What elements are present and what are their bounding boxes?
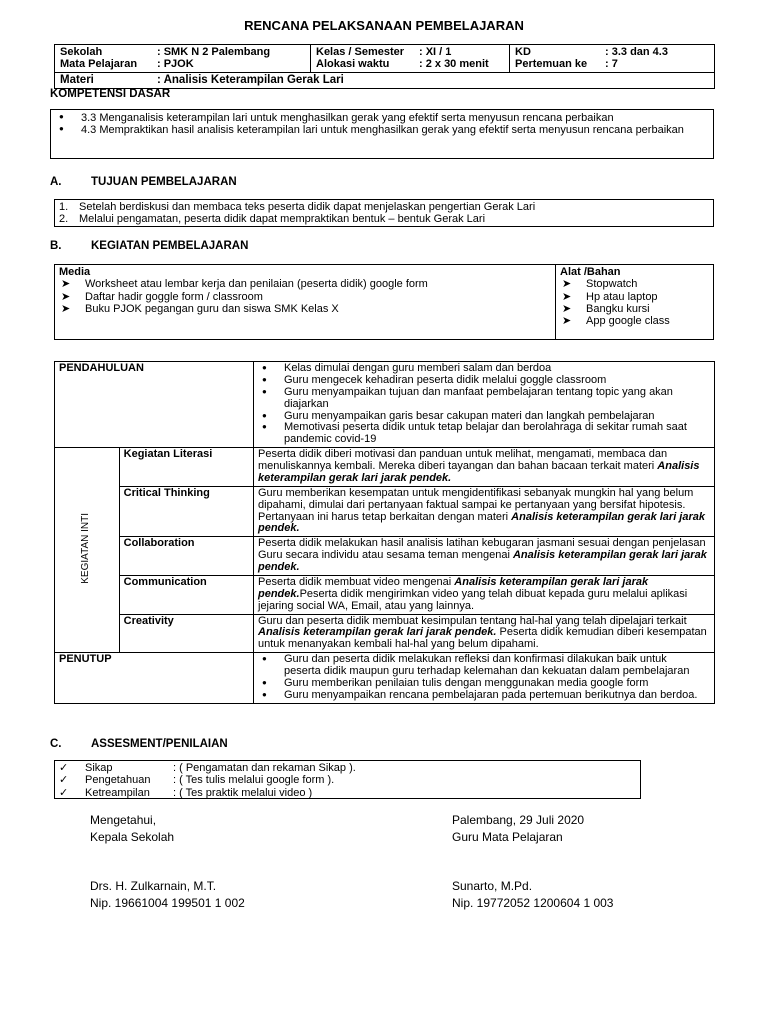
kegiatan-letter: B.: [50, 240, 62, 252]
collab-text: Peserta didik melakukan hasil analisis latihan kebugaran jasmani sesuai dengan penjelasan Guru secara individu atau sesama teman mengenai: [258, 537, 706, 562]
alat-item: ➤ Stopwatch: [586, 278, 709, 290]
pertemuan-value: : 7: [605, 58, 618, 71]
literasi-emphasis: Analisis keterampilan gerak lari jarak pendek.: [258, 460, 700, 484]
langkah-table: [54, 361, 715, 704]
tujuan-item: [59, 213, 709, 225]
pendahuluan-item: ● Guru menyampaikan tujuan dan manfaat pembelajaran tentang topic yang akan diajarkan: [284, 387, 706, 411]
critical-emphasis: Analisis keterampilan gerak lari jarak pendek.: [258, 510, 705, 535]
tujuan-item-text: Setelah berdiskusi dan membaca teks peserta didik dapat menjelaskan pengertian Gerak Lari: [79, 201, 536, 213]
header-table: [54, 44, 715, 89]
assesmen-item-value: : ( Tes tulis melalui google form ).: [173, 774, 335, 787]
collab-row: [55, 537, 715, 576]
signature-right-line2: Guru Mata Pelajaran: [452, 830, 563, 844]
kompetensi-item: ● 4.3 Mempraktikan hasil analisis keterampilan lari untuk menghasilkan gerak yang efektif serta menyusun rencana perbaikan: [81, 124, 709, 136]
creat-emphasis: Analisis keterampilan gerak lari jarak pendek.: [258, 626, 497, 639]
signature-left-line1: Mengetahui,: [90, 813, 157, 827]
penutup-label: PENUTUP: [55, 653, 254, 704]
critical-row: [55, 486, 715, 537]
signature-right-line1: Palembang, 29 Juli 2020: [452, 813, 585, 827]
literasi-label: Kegiatan Literasi: [119, 448, 253, 487]
alat-list: [560, 278, 709, 327]
alokasi-value: : 2 x 30 menit: [419, 58, 489, 71]
collab-content: [254, 537, 715, 576]
check-icon: ✓: [59, 774, 69, 787]
pendahuluan-item: ● Guru mengecek kehadiran peserta didik melalui goggle classroom: [284, 375, 706, 387]
inti-label: KEGIATAN INTI: [80, 512, 92, 584]
tujuan-item-number: 1.: [59, 201, 69, 213]
comm-row: [55, 575, 715, 614]
assesmen-item: [59, 787, 636, 799]
signature-right-name-block: [452, 878, 613, 912]
kelas-label: Kelas / Semester: [316, 46, 405, 58]
tujuan-item: [59, 201, 709, 213]
signature-right-name: Sunarto, M.Pd.: [452, 879, 533, 893]
tujuan-box: [54, 199, 714, 227]
creat-content: [254, 614, 715, 653]
pendahuluan-item: ● Kelas dimulai dengan guru memberi salam dan berdoa: [284, 363, 706, 375]
inti-cell: [55, 448, 120, 653]
assesmen-item-label: Sikap: [85, 762, 113, 774]
pendahuluan-list: [258, 363, 706, 446]
alat-item: ➤ Bangku kursi: [586, 303, 709, 315]
collab-label: Collaboration: [119, 537, 253, 576]
kd-value: : 3.3 dan 4.3: [605, 46, 668, 58]
signature-left-name: Drs. H. Zulkarnain, M.T.: [90, 879, 217, 893]
assesmen-item-value: : ( Pengamatan dan rekaman Sikap ).: [173, 762, 356, 774]
critical-content: [254, 486, 715, 537]
literasi-row: [55, 448, 715, 487]
check-icon: ✓: [59, 762, 69, 774]
penutup-content: [254, 653, 715, 704]
media-list: [59, 278, 551, 315]
tujuan-heading: TUJUAN PEMBELAJARAN: [91, 176, 237, 188]
pendahuluan-item: ● Memotivasi peserta didik untuk tetap belajar dan berolahraga di sekitar rumah saat pandemic covid-19: [284, 422, 706, 446]
literasi-content: [254, 448, 715, 487]
penutup-item: ● Guru dan peserta didik melakukan refleksi dan konfirmasi dilakukan baik untuk peserta didik maupun guru terhadap kelemahan dan kekuatan dalam pembelajaran: [284, 654, 706, 678]
tujuan-item-text: Melalui pengamatan, peserta didik dapat mempraktikan bentuk – bentuk Gerak Lari: [79, 213, 486, 226]
alat-item: ➤ App google class: [586, 315, 709, 327]
alat-item: ➤ Hp atau laptop: [586, 291, 709, 303]
materi-value: : Analisis Keterampilan Gerak Lari: [157, 73, 344, 86]
signature-left-line2: Kepala Sekolah: [90, 830, 175, 844]
pendahuluan-row: [55, 362, 715, 448]
media-item: ➤ Daftar hadir goggle form / classroom: [85, 291, 551, 303]
comm-text: Peserta didik membuat video mengenai: [258, 575, 452, 588]
kegiatan-heading: KEGIATAN PEMBELAJARAN: [91, 240, 249, 252]
comm-content: [254, 575, 715, 614]
header-materi-cell: [55, 72, 715, 88]
signature-right-nip: Nip. 19772052 1200604 1 003: [452, 896, 614, 910]
assesmen-item: [59, 762, 636, 774]
sekolah-value: : SMK N 2 Palembang: [157, 46, 271, 58]
assesmen-box: [54, 760, 641, 799]
pendahuluan-item: ● Guru menyampaikan garis besar cakupan materi dan langkah pembelajaran: [284, 411, 706, 423]
alat-cell: [556, 265, 714, 340]
penutup-item: ● Guru menyampaikan rencana pembelajaran pada pertemuan berikutnya dan berdoa.: [284, 690, 706, 702]
creat-label: Creativity: [119, 614, 253, 653]
signature-left-nip: Nip. 19661004 199501 1 002: [90, 896, 245, 910]
media-table: [54, 264, 714, 340]
check-icon: ✓: [59, 786, 69, 799]
media-item: ➤ Worksheet atau lembar kerja dan penilaian (peserta didik) google form: [85, 278, 551, 290]
kd-label: KD: [515, 46, 531, 58]
signature-right: [452, 812, 584, 846]
kompetensi-item: ● 3.3 Menganalisis keterampilan lari untuk menghasilkan gerak yang efektif serta menyusun rencana perbaikan: [81, 112, 709, 124]
alokasi-label: Alokasi waktu: [316, 58, 390, 71]
comm-text-2: Peserta didik mengirimkan video yang telah dibuat kepada guru melalui aplikasi jejaring social WA, Email, atau yang lainnya.: [258, 587, 688, 612]
kelas-value: : XI / 1: [419, 46, 452, 58]
kompetensi-list: [55, 112, 709, 137]
document-title: RENCANA PELAKSANAAN PEMBELAJARAN: [244, 18, 524, 33]
signature-left-name-block: [90, 878, 245, 912]
materi-label: Materi: [60, 73, 94, 86]
assesmen-item: [59, 774, 636, 786]
media-item: ➤ Buku PJOK pegangan guru dan siswa SMK Kelas X: [85, 303, 551, 315]
assesmen-item-label: Pengetahuan: [85, 774, 151, 787]
tujuan-list: [59, 201, 709, 226]
pendahuluan-content: [254, 362, 715, 448]
media-label: Media: [59, 266, 91, 278]
assesmen-item-label: Ketreampilan: [85, 786, 150, 799]
penutup-list: [258, 654, 706, 702]
header-kelas-cell: [311, 45, 510, 73]
assesmen-heading: ASSESMENT/PENILAIAN: [91, 738, 228, 750]
header-kd-cell: [510, 45, 715, 73]
pertemuan-label: Pertemuan ke: [515, 58, 588, 71]
collab-emphasis: Analisis keterampilan gerak lari jarak pendek.: [258, 549, 707, 573]
creat-text: Guru dan peserta didik membuat kesimpulan tentang hal-hal yang telah dipelajari terkait: [258, 614, 687, 627]
penutup-item: ● Guru memberikan penilaian tulis dengan menggunakan media google form: [284, 678, 706, 690]
assesmen-letter: C.: [50, 738, 62, 750]
sekolah-label: Sekolah: [60, 46, 103, 58]
creat-row: [55, 614, 715, 653]
mapel-value: : PJOK: [157, 58, 194, 71]
creat-text-2: Peserta didik kemudian diberi kesempatan untuk menanyakan kembali hal-hal yang belum dipahami.: [258, 626, 707, 651]
pendahuluan-label: PENDAHULUAN: [55, 362, 254, 448]
mapel-label: Mata Pelajaran: [60, 58, 138, 71]
comm-label: Communication: [119, 575, 253, 614]
penutup-row: [55, 653, 715, 704]
signature-left: [90, 812, 174, 846]
header-sekolah-cell: [55, 45, 311, 73]
tujuan-letter: A.: [50, 176, 62, 188]
critical-label: Critical Thinking: [119, 486, 253, 537]
comm-emphasis: Analisis keterampilan gerak lari jarak pendek.: [258, 575, 649, 600]
media-cell: [55, 265, 556, 340]
kompetensi-heading: KOMPETENSI DASAR: [50, 88, 171, 100]
critical-text: Guru memberikan kesempatan untuk mengidentifikasi sebanyak mungkin hal yang belum dipahami, dimulai dari pertanyaan faktual sampai ke pertanyaan yang bersifat hipotesis. Pertanyaan ini harus tetap berkaitan dengan materi: [258, 486, 694, 523]
literasi-text: Peserta didik diberi motivasi dan panduan untuk melihat, mengamati, membaca dan menuliskannya kembali. Mereka diberi tayangan dan bahan bacaan terkait materi: [258, 448, 668, 472]
alat-label: Alat /Bahan: [560, 266, 621, 278]
assesmen-item-value: : ( Tes praktik melalui video ): [173, 786, 313, 799]
tujuan-item-number: 2.: [59, 213, 69, 226]
kompetensi-box: [50, 109, 714, 159]
